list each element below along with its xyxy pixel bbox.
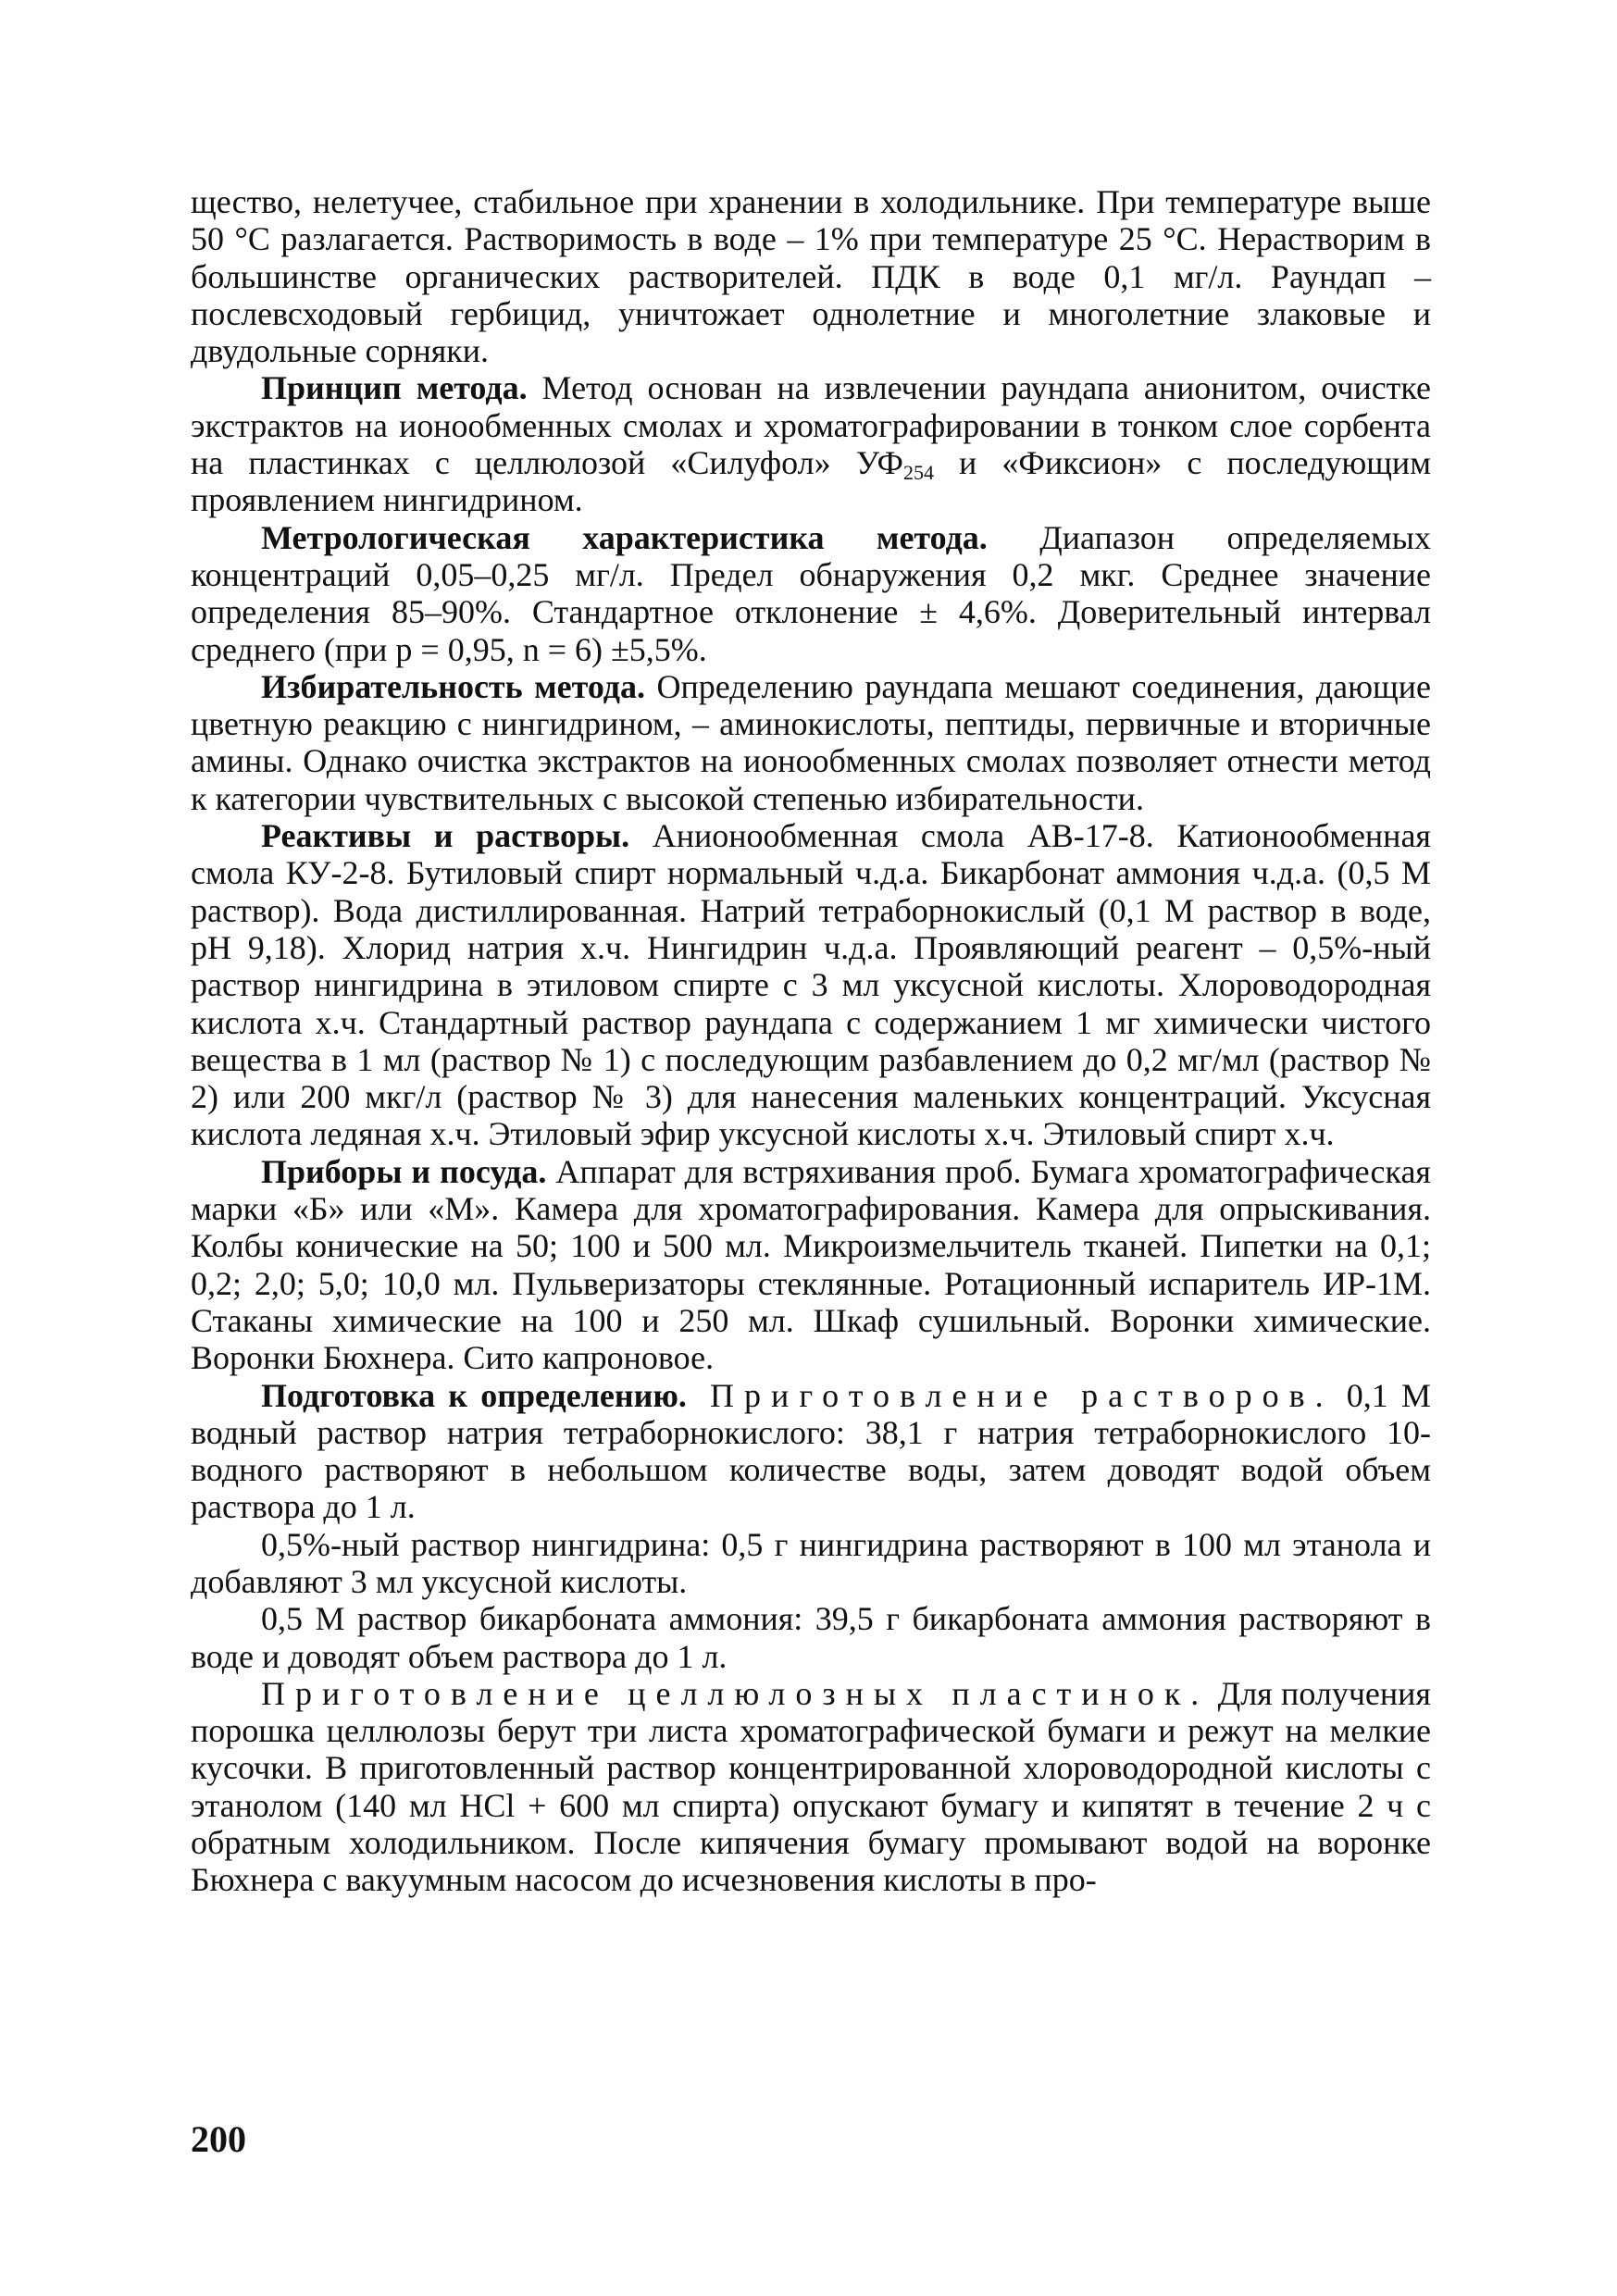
section-heading: Реактивы и растворы. <box>261 817 630 855</box>
paragraph-bicarbonate <box>191 1600 1431 1675</box>
section-heading: Избирательность метода. <box>261 667 646 705</box>
paragraph-preparation <box>191 1377 1431 1526</box>
paragraph-text: 0,5 М раствор бикарбоната аммония: 39,5 г бикарбоната аммония растворяют в воде и доводят объем раствора до 1 л. <box>191 1600 1431 1675</box>
paragraph-text: Анионообменная смола АВ-17-8. Катионообменная смола КУ-2-8. Бутиловый спирт нормальный ч.д.а. Бикарбонат аммония ч.д.а. (0,5 М раствор). Вода дистиллированная. Натрий тетраборнокислый (0,1 М раствор в воде, pH 9,18). Хлорид натрия х.ч. Нингидрин ч.д.а. Проявляющий реагент – 0,5%-ный раствор нингидрина в этиловом спирте с 3 мл уксусной кислоты. Хлороводородная кислота х.ч. Стандартный раствор раундапа с содержанием 1 мг химически чистого вещества в 1 мл (раствор № 1) с последующим разбавлением до 0,2 мг/мл (раствор № 2) или 200 мкг/л (раствор № 3) для нанесения маленьких концентраций. Уксусная кислота ледяная х.ч. Этиловый эфир уксусной кислоты х.ч. Этиловый спирт х.ч. <box>191 817 1431 1153</box>
section-heading: Подготовка к определению. <box>261 1376 687 1414</box>
paragraph-equipment <box>191 1153 1431 1377</box>
paragraph-reagents <box>191 817 1431 1153</box>
paragraph-text: щество, нелетучее, стабильное при хранении в холодильнике. При температуре выше 50 °С разлагается. Растворимость в воде – 1% при температуре 25 °С. Нерастворим в большинстве органических растворителей. ПДК в воде 0,1 мг/л. Раундап – послевсходовый гербицид, уничтожает однолетние и многолетние злаковые и двудольные сорняки. <box>191 183 1431 370</box>
paragraph-continuation <box>191 183 1431 369</box>
paragraph-cellulose-plates <box>191 1675 1431 1899</box>
paragraph-text: 0,5%-ный раствор нингидрина: 0,5 г нингидрина растворяют в 100 мл этанола и добавляют 3 мл уксусной кислоты. <box>191 1525 1431 1600</box>
paragraph-text: Метод основан на извлечении раундапа анионитом, очистке экстрактов на ионообменных смолах и хроматографировании в тонком слое сорбента на пластинках с целлюлозой «Силуфол» УФ <box>191 369 1431 482</box>
paragraph-text: 0,1 М водный раствор натрия тетраборнокислого: 38,1 г натрия тетраборнокислого 10-водного растворяют в небольшом количестве воды, затем доводят водой объем раствора до 1 л. <box>191 1376 1431 1526</box>
section-heading: Метрологическая характеристика метода. <box>261 518 988 556</box>
section-heading: Приборы и посуда. <box>261 1152 547 1190</box>
section-heading: Принцип метода. <box>261 369 528 407</box>
paragraph-text: и «Фиксион» с последующим проявлением нингидрином. <box>191 444 1431 519</box>
page-body <box>191 183 1431 1899</box>
subscript: 254 <box>902 461 934 485</box>
paragraph-text: Диапазон определяемых концентраций 0,05–0,25 мг/л. Предел обнаружения 0,2 мкг. Среднее значение определения 85–90%. Стандартное отклонение ± 4,6%. Доверительный интервал среднего (при p = 0,95, n = 6) ±5,5%. <box>191 518 1431 668</box>
paragraph-text: Для получения порошка целлюлозы берут три листа хроматографической бумаги и режут на мелкие кусочки. В приготовленный раствор концентрированной хлороводородной кислоты с этанолом (140 мл HCl + 600 мл спирта) опускают бумагу и кипятят в течение 2 ч с обратным холодильником. После кипячения бумагу промывают водой на воронке Бюхнера с вакуумным насосом до исчезновения кислоты в про- <box>191 1674 1431 1899</box>
page-number: 200 <box>191 2118 246 2160</box>
paragraph-text: Определению раундапа мешают соединения, дающие цветную реакцию с нингидрином, – аминокислоты, пептиды, первичные и вторичные амины. Однако очистка экстрактов на ионообменных смолах позволяет отнести метод к категории чувствительных с высокой степенью избирательности. <box>191 667 1431 817</box>
paragraph-metrology <box>191 519 1431 668</box>
paragraph-principle <box>191 369 1431 518</box>
paragraph-selectivity <box>191 668 1431 817</box>
paragraph-ninhydrin <box>191 1526 1431 1601</box>
spaced-subheading: Приготовление растворов. <box>686 1376 1334 1414</box>
paragraph-text: Аппарат для встряхивания проб. Бумага хроматографическая марки «Б» или «М». Камера для хроматографирования. Камера для опрыскивания. Колбы конические на 50; 100 и 500 мл. Микроизмельчитель тканей. Пипетки на 0,1; 0,2; 2,0; 5,0; 10,0 мл. Пульверизаторы стеклянные. Ротационный испаритель ИР-1М. Стаканы химические на 100 и 250 мл. Шкаф сушильный. Воронки химические. Воронки Бюхнера. Сито капроновое. <box>191 1152 1431 1377</box>
spaced-subheading: Приготовление целлюлозных пластинок. <box>261 1674 1210 1712</box>
